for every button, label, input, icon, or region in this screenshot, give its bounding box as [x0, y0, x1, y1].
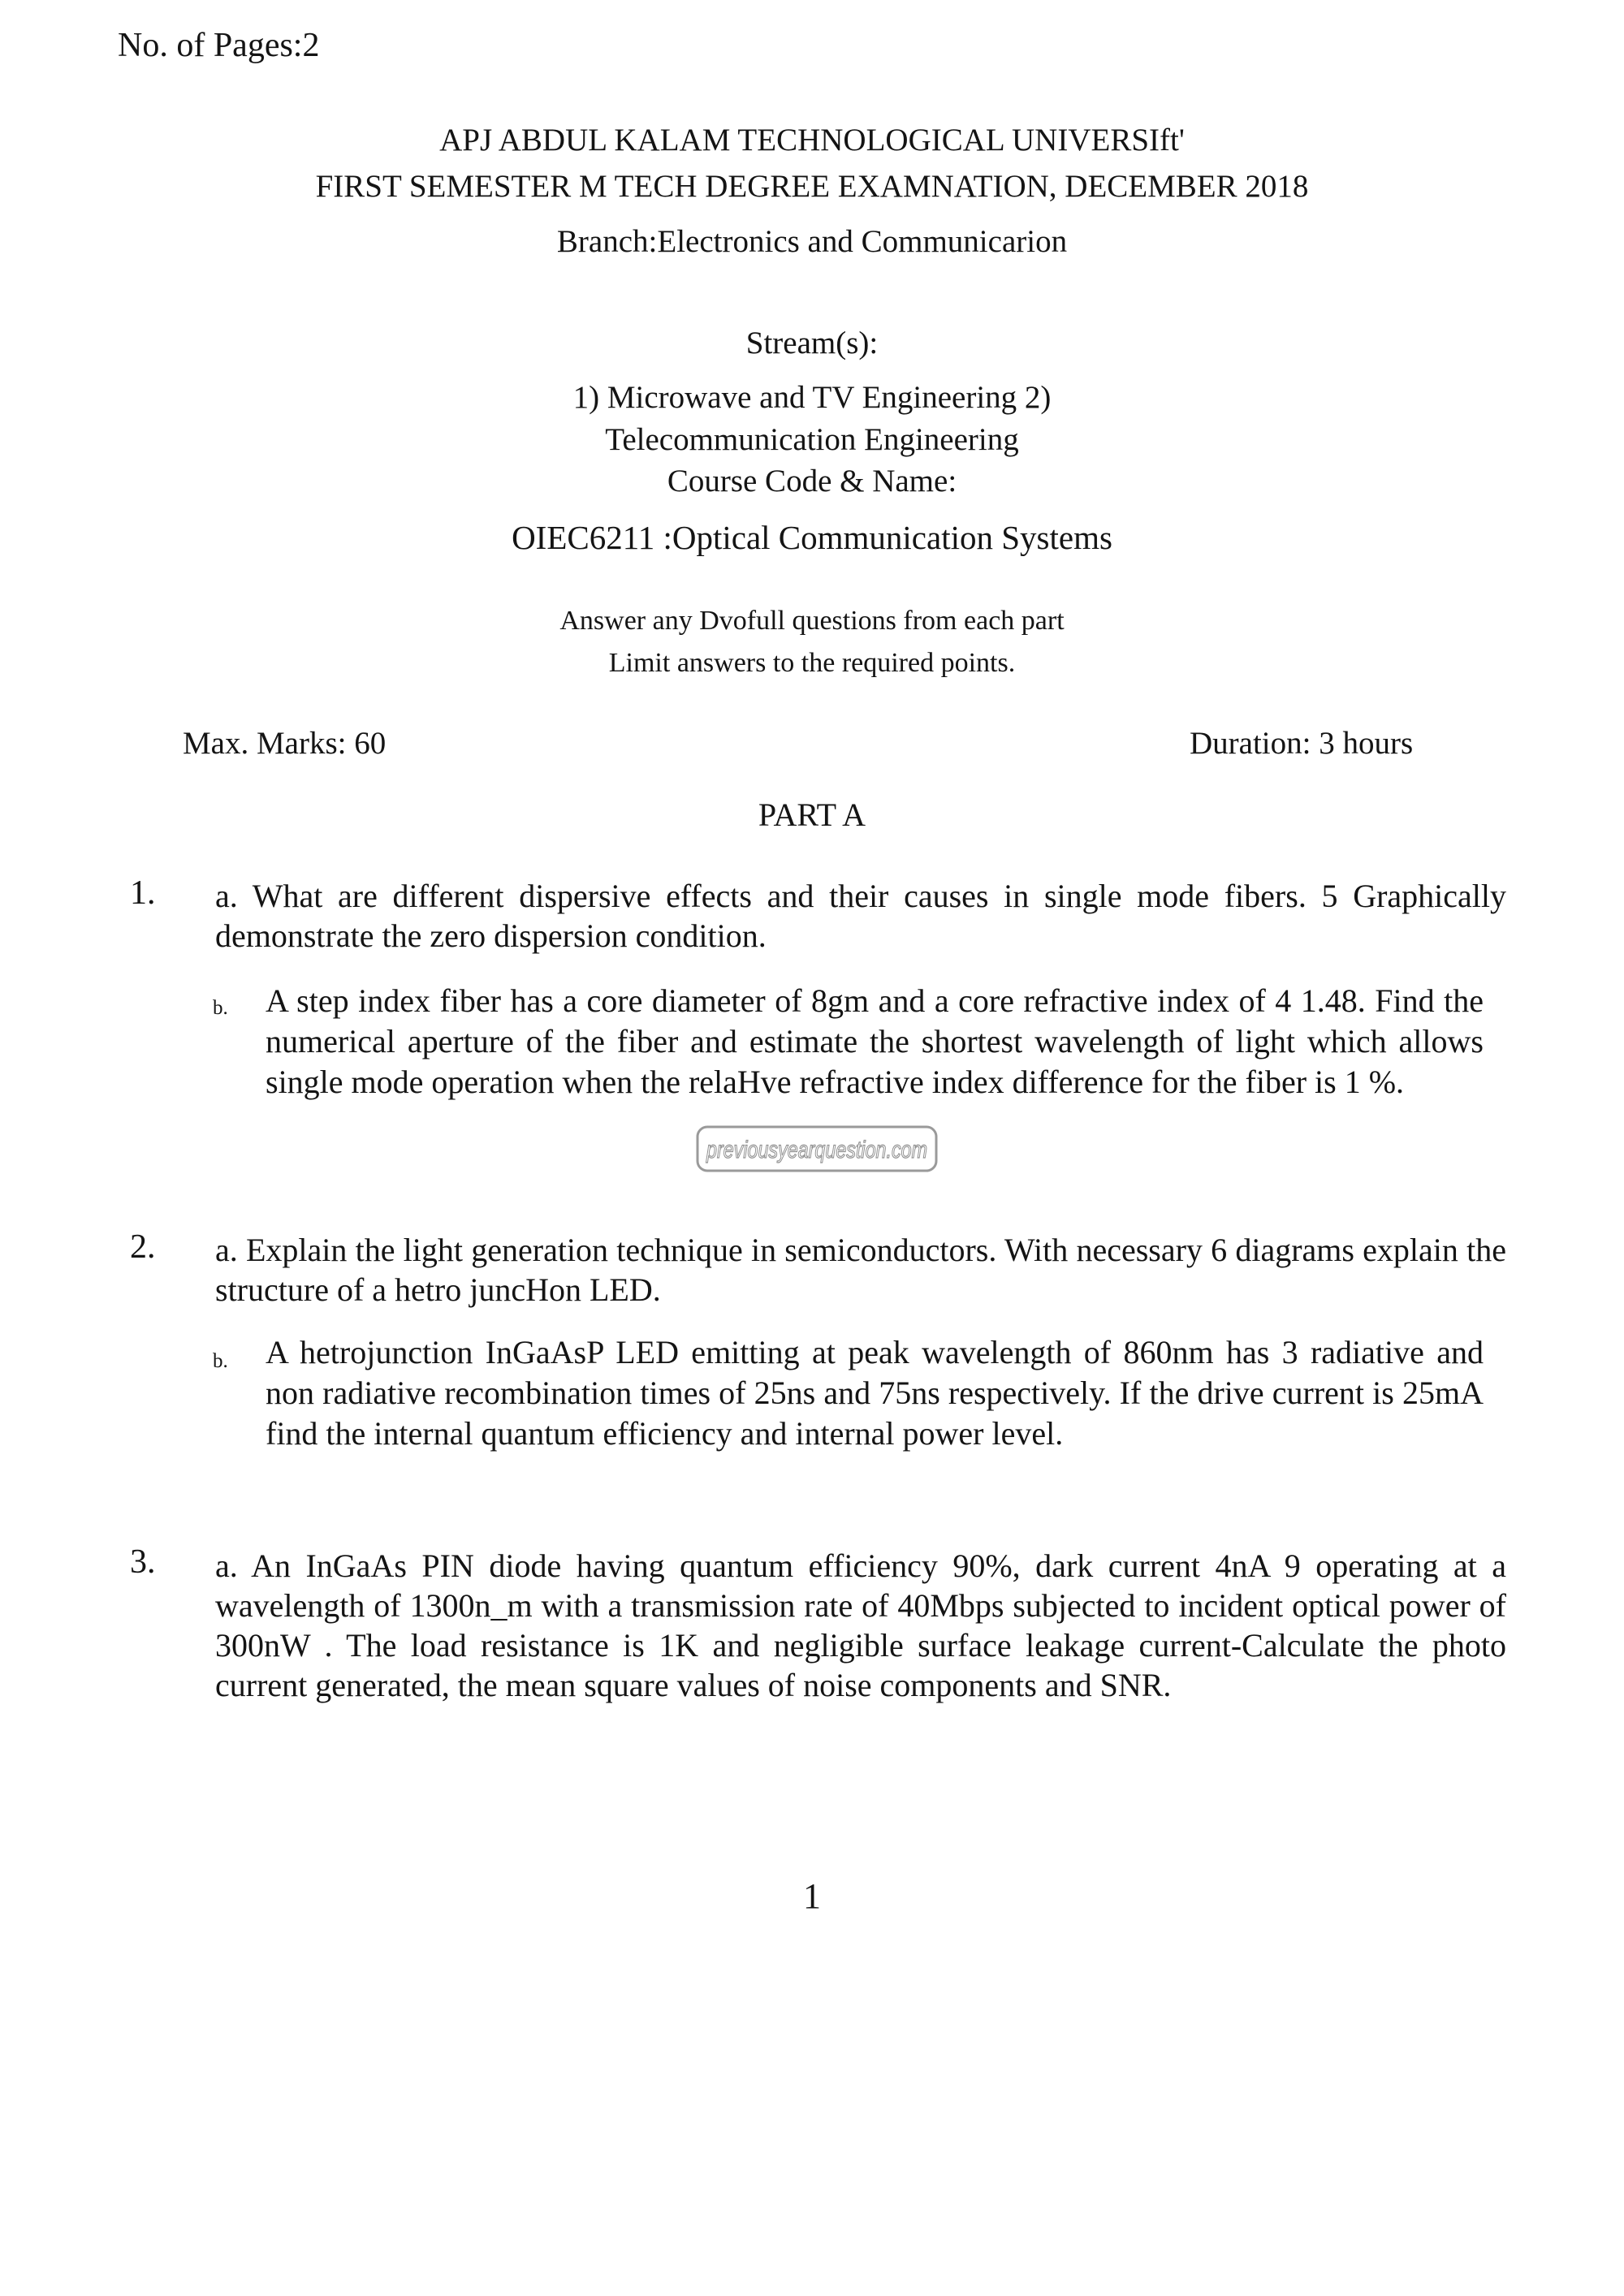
question-2b: A hetrojunction InGaAsP LED emitting at peak wavelength of 860nm has 3 radiative and non radiative recombination times of 25ns and 75ns respectively. If the drive current is 25mA find the internal quantum efficiency and internal power level. — [266, 1334, 1484, 1452]
instruction-line-2: Limit answers to the required points. — [608, 648, 1016, 678]
question-number: 2. — [130, 1228, 156, 1266]
part-heading: PART A — [758, 796, 866, 833]
question-number: 1. — [130, 874, 156, 912]
question-1b: A step index fiber has a core diameter of 8gm and a core refractive index of 4 1.48. Find the numerical aperture of the fiber and estimate the shortest wavelength of light which allows single mode operation when the relaHve refractive index difference for the fiber is 1 %. — [266, 982, 1484, 1100]
stream-line-2: Telecommunication Engineering — [605, 422, 1019, 457]
course-code-label: Course Code & Name: — [667, 464, 957, 498]
instruction-line-1: Answer any Dvofull questions from each part — [559, 606, 1065, 636]
max-marks: Max. Marks: 60 — [183, 726, 387, 761]
question-1a: a. What are different dispersive effects and their causes in single mode fibers. 5 Graphically demonstrate the zero dispersion condition. — [215, 878, 1506, 954]
stream-line-1: 1) Microwave and TV Engineering 2) — [572, 380, 1052, 415]
branch-line: Branch:Electronics and Communicarion — [556, 224, 1068, 259]
page-number: 1 — [803, 1876, 821, 1916]
question-3a: a. An InGaAs PIN diode having quantum efficiency 90%, dark current 4nA 9 operating at a wavelength of 1300n_m with a transmission rate of 40Mbps subjected to incident optical power of 300nW . The load resistance is 1K and negligible surface leakage current-Calculate the photo current generated, the mean square values of noise components and SNR. — [215, 1547, 1506, 1703]
question-number: 3. — [130, 1543, 156, 1581]
pages-label: No. of Pages:2 — [118, 27, 320, 64]
stream-heading: Stream(s): — [745, 326, 879, 360]
exam-title: FIRST SEMESTER M TECH DEGREE EXAMNATION, DECEMBER 2018 — [315, 169, 1309, 204]
question-2a: a. Explain the light generation technique in semiconductors. With necessary 6 diagrams explain the structure of a hetro juncHon LED. — [215, 1232, 1506, 1308]
duration: Duration: 3 hours — [1190, 726, 1414, 761]
course-title: OIEC6211 :Optical Communication Systems — [512, 519, 1112, 556]
watermark-logo — [695, 1124, 939, 1174]
sub-question-label: b. — [213, 1350, 228, 1372]
watermark-text: previousyearquestion.com — [706, 1137, 927, 1163]
university-name: APJ ABDUL KALAM TECHNOLOGICAL UNIVERSIft' — [439, 123, 1185, 158]
sub-question-label: b. — [213, 997, 228, 1019]
